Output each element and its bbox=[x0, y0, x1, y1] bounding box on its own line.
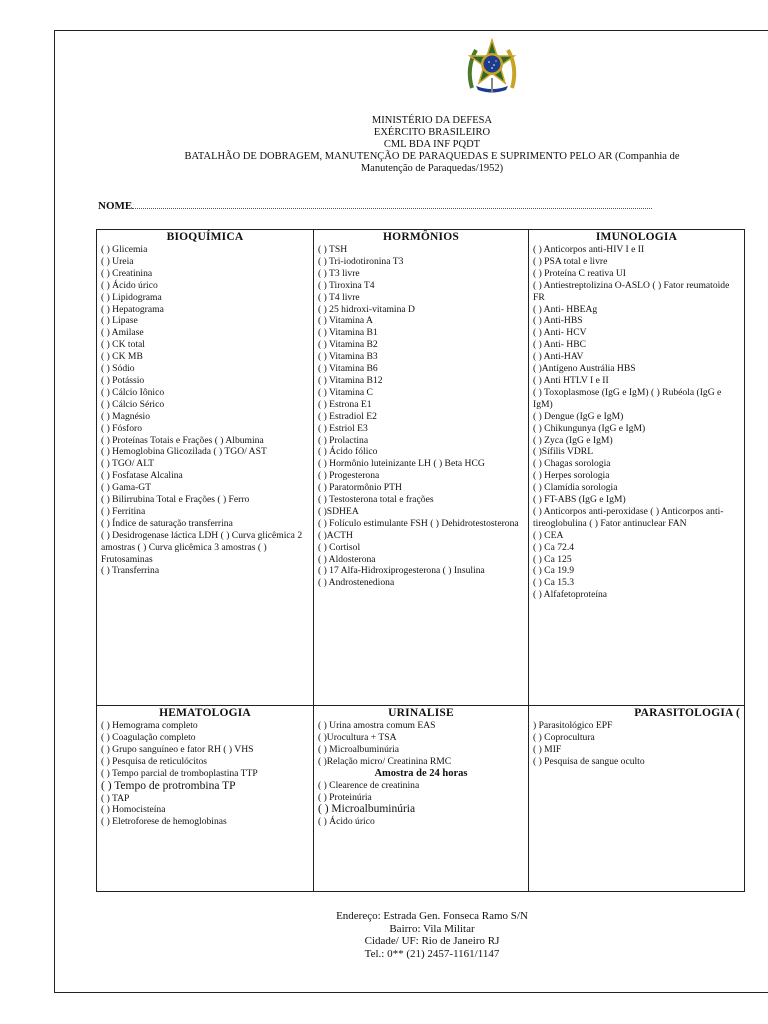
exam-checkbox-item[interactable]: ( ) Cálcio Sérico bbox=[101, 398, 165, 410]
exam-checkbox-item[interactable]: ( ) Clamídia sorologia bbox=[533, 482, 618, 494]
exam-checkbox-item[interactable]: ( ) Transferrina bbox=[101, 565, 160, 577]
exam-checkbox-item[interactable]: ( ) Folículo estimulante FSH ( ) Dehidrotestosterona bbox=[318, 517, 519, 529]
exam-row-top bbox=[97, 230, 745, 706]
column-hormonios bbox=[314, 230, 529, 706]
exam-checkbox-item[interactable]: ( ) Creatinina bbox=[101, 267, 153, 279]
urinalise-24h-list bbox=[318, 780, 524, 829]
footer-address: Endereço: Estrada Gen. Fonseca Ramo S/N bbox=[336, 910, 528, 922]
exam-checkbox-item[interactable]: ( ) Ácido úrico bbox=[318, 816, 375, 828]
exam-checkbox-item[interactable]: ( )Sífilis VDRL bbox=[533, 446, 594, 458]
exam-checkbox-item[interactable]: ( ) Microalbuminúria bbox=[318, 743, 399, 755]
exam-checkbox-item[interactable]: ( ) Estradiol E2 bbox=[318, 410, 377, 422]
exam-checkbox-item[interactable]: ( ) Toxoplasmose (IgG e IgM) ( ) Rubéola (IgG e IgM) bbox=[533, 386, 722, 410]
exam-checkbox-item[interactable]: ( ) Ureia bbox=[101, 255, 134, 267]
column-title-bioquimica: BIOQUÍMICA bbox=[166, 231, 244, 243]
exam-checkbox-item[interactable]: ( ) Anti- HBEAg bbox=[533, 303, 598, 315]
exam-checkbox-item[interactable]: ( )Urocultura + TSA bbox=[318, 731, 397, 743]
exam-checkbox-item[interactable]: ( )Antígeno Austrália HBS bbox=[533, 363, 636, 375]
column-imunologia bbox=[529, 230, 745, 706]
exam-checkbox-item[interactable]: ( ) Zyca (IgG e IgM) bbox=[533, 434, 613, 446]
exam-checkbox-item[interactable]: ( ) CEA bbox=[533, 529, 564, 541]
exam-checkbox-item[interactable]: ( ) Coprocultura bbox=[533, 731, 595, 743]
exam-checkbox-item[interactable]: ( ) Progesterona bbox=[318, 470, 380, 482]
exam-checkbox-item[interactable]: ( ) Proteínas Totais e Frações ( ) Albumina bbox=[101, 434, 264, 446]
exam-checkbox-item[interactable]: ( ) Hormônio luteinizante LH ( ) Beta HCG bbox=[318, 458, 485, 470]
exam-checkbox-item[interactable]: ( ) 17 Alfa-Hidroxiprogesterona ( ) Insulina bbox=[318, 565, 485, 577]
name-label: NOME bbox=[98, 200, 133, 212]
exam-checkbox-item[interactable]: ( ) Clearence de creatinina bbox=[318, 779, 420, 791]
exam-checkbox-item[interactable]: ( ) T4 livre bbox=[318, 291, 360, 303]
exam-checkbox-item[interactable]: ( ) Aldosterona bbox=[318, 553, 376, 565]
exam-checkbox-item[interactable]: ( ) Hemoglobina Glicozilada ( ) TGO/ AST bbox=[101, 446, 267, 458]
exam-checkbox-item[interactable]: ( ) CK MB bbox=[101, 351, 143, 363]
exam-checkbox-item[interactable]: ( ) Lipase bbox=[101, 315, 138, 327]
column-title-imunologia: IMUNOLOGIA bbox=[595, 231, 678, 243]
exam-checkbox-item[interactable]: ( ) Homocisteína bbox=[101, 804, 166, 816]
hormonios-list bbox=[318, 244, 524, 589]
exam-checkbox-item[interactable]: ( ) Vitamina B1 bbox=[318, 327, 378, 339]
exam-checkbox-item[interactable]: ( ) Proteína C reativa UI bbox=[533, 267, 626, 279]
exam-checkbox-item[interactable]: ( ) Herpes sorologia bbox=[533, 470, 610, 482]
exam-checkbox-item[interactable]: ( )Relação micro/ Creatinina RMC bbox=[318, 755, 452, 767]
exam-checkbox-item[interactable]: ( ) Ferritina bbox=[101, 505, 146, 517]
footer-city: Cidade/ UF: Rio de Janeiro RJ bbox=[364, 935, 500, 947]
column-title-urinalise: URINALISE bbox=[388, 707, 454, 719]
exam-checkbox-item[interactable]: ( ) Vitamina B2 bbox=[318, 339, 378, 351]
exam-checkbox-item[interactable]: ( ) Desidrogenase láctica LDH ( ) Curva glicêmica 2 amostras ( ) Curva glicêmica 3 amostras ( ) Frutosaminas bbox=[101, 529, 303, 565]
column-title-hormonios: HORMÔNIOS bbox=[383, 231, 459, 243]
exam-checkbox-item[interactable]: ( ) Cortisol bbox=[318, 541, 361, 553]
exam-checkbox-item[interactable]: ( ) PSA total e livre bbox=[533, 255, 608, 267]
exam-checkbox-item[interactable]: ( ) Prolactina bbox=[318, 434, 369, 446]
exam-checkbox-item[interactable]: ( ) Alfafetoproteína bbox=[533, 589, 608, 601]
exam-checkbox-item[interactable]: ( ) Fósforo bbox=[101, 422, 143, 434]
header-line-army: EXÉRCITO BRASILEIRO bbox=[373, 127, 491, 138]
exam-checkbox-item[interactable]: ( ) Androstenediona bbox=[318, 577, 395, 589]
column-title-parasitologia: PARASITOLOGIA ( bbox=[634, 707, 740, 719]
exam-checkbox-item[interactable]: ( ) Ácido úrico bbox=[101, 279, 158, 291]
exam-checkbox-item[interactable]: ( ) Ca 72.4 bbox=[533, 541, 575, 553]
exam-checkbox-item[interactable]: ( ) Amilase bbox=[101, 327, 144, 339]
header-line-cml: CML BDA INF PQDT bbox=[383, 139, 481, 150]
exam-checkbox-item[interactable]: ( ) Anti-HBS bbox=[533, 315, 583, 327]
exam-checkbox-item[interactable]: ) Parasitológico EPF bbox=[533, 720, 613, 731]
exam-checkbox-item[interactable]: ( ) Vitamina B6 bbox=[318, 363, 378, 375]
parasitologia-list bbox=[533, 720, 740, 768]
exam-checkbox-item[interactable]: ( ) Grupo sanguíneo e fator RH ( ) VHS bbox=[101, 743, 254, 755]
exam-checkbox-item[interactable]: ( ) Coagulação completo bbox=[101, 731, 196, 743]
exam-checkbox-item[interactable]: ( ) Tempo parcial de tromboplastina TTP bbox=[101, 767, 258, 779]
exam-checkbox-item[interactable]: ( ) Testosterona total e frações bbox=[318, 494, 434, 506]
exam-checkbox-item[interactable]: ( ) Glicemia bbox=[101, 244, 148, 255]
exam-checkbox-item[interactable]: ( ) Potássio bbox=[101, 374, 145, 386]
exam-checkbox-item[interactable]: ( ) Tiroxina T4 bbox=[318, 279, 375, 291]
exam-checkbox-item[interactable]: ( ) Vitamina A bbox=[318, 315, 373, 327]
exam-checkbox-item[interactable]: ( ) FT-ABS (IgG e IgM) bbox=[533, 494, 626, 506]
footer-neighborhood: Bairro: Vila Militar bbox=[389, 922, 475, 935]
exam-checkbox-item[interactable]: ( ) Hepatograma bbox=[101, 303, 164, 315]
bioquimica-list bbox=[101, 244, 309, 577]
exam-checkbox-item[interactable]: ( ) Gama-GT bbox=[101, 482, 152, 494]
hematologia-list bbox=[101, 720, 309, 828]
exam-checkbox-item[interactable]: ( ) TGO/ ALT bbox=[101, 458, 155, 470]
exam-checkbox-item[interactable]: ( ) Estriol E3 bbox=[318, 422, 368, 434]
exam-checkbox-item[interactable]: ( ) Urina amostra comum EAS bbox=[318, 720, 436, 731]
brazil-coat-of-arms-emblem bbox=[462, 38, 522, 94]
name-dotted-line[interactable] bbox=[132, 199, 652, 209]
header-line-ministry: MINISTÉRIO DA DEFESA bbox=[371, 115, 493, 126]
exam-checkbox-item[interactable]: ( ) Estrona E1 bbox=[318, 398, 372, 410]
header-line-company: Manutenção de Paraquedas/1952) bbox=[360, 163, 504, 174]
column-bioquimica bbox=[97, 230, 314, 706]
exam-checkbox-item[interactable]: ( ) Ácido fólico bbox=[318, 446, 378, 458]
exam-checkbox-item[interactable]: ( ) Cálcio Iônico bbox=[101, 386, 165, 398]
exam-row-bottom bbox=[97, 706, 745, 892]
column-hematologia bbox=[97, 706, 314, 892]
exam-checkbox-item[interactable]: ( ) Chagas sorologia bbox=[533, 458, 611, 470]
exam-checkbox-item[interactable]: ( ) Anti- HBC bbox=[533, 339, 587, 351]
exam-checkbox-item[interactable]: ( ) Pesquisa de sangue oculto bbox=[533, 755, 645, 767]
exam-checkbox-item[interactable]: ( ) Anti-HAV bbox=[533, 351, 584, 363]
column-parasitologia bbox=[529, 706, 745, 892]
exam-checkbox-item[interactable]: ( )SDHEA bbox=[318, 505, 359, 517]
exam-checkbox-item[interactable]: ( ) CK total bbox=[101, 339, 145, 351]
exam-checkbox-item[interactable]: ( ) Proteinúria bbox=[318, 791, 372, 803]
exam-checkbox-item[interactable]: ( ) MIF bbox=[533, 743, 562, 755]
urinalise-subtitle-24h: Amostra de 24 horas bbox=[374, 767, 468, 779]
exam-checkbox-item[interactable]: ( ) Chikungunya (IgG e IgM) bbox=[533, 422, 646, 434]
exam-checkbox-item[interactable]: ( ) Microalbuminúria bbox=[318, 803, 416, 816]
exam-checkbox-item[interactable]: ( ) Anti HTLV I e II bbox=[533, 374, 609, 386]
exam-checkbox-item[interactable]: ( ) Bilirrubina Total e Frações ( ) Ferro bbox=[101, 494, 250, 506]
exam-checkbox-item[interactable]: ( ) Pesquisa de reticulócitos bbox=[101, 755, 208, 767]
exam-checkbox-item[interactable]: ( ) Anticorpos anti-peroxidase ( ) Anticorpos anti-tireoglobulina ( ) Fator antinuclear FAN bbox=[533, 505, 724, 529]
address-footer bbox=[94, 910, 768, 960]
exam-checkbox-item[interactable]: ( ) Paratormônio PTH bbox=[318, 482, 402, 494]
urinalise-list bbox=[318, 720, 524, 768]
exam-checkbox-item[interactable]: ( ) Fosfatase Alcalina bbox=[101, 470, 183, 482]
exam-checkbox-item[interactable]: ( ) Lipidograma bbox=[101, 291, 162, 303]
exam-checkbox-item[interactable]: ( ) Vitamina B12 bbox=[318, 374, 383, 386]
exam-checkbox-item[interactable]: ( ) Vitamina C bbox=[318, 386, 373, 398]
exam-checkbox-item[interactable]: ( ) Tri-iodotironina T3 bbox=[318, 255, 404, 267]
column-urinalise bbox=[314, 706, 529, 892]
exam-checkbox-item[interactable]: ( ) T3 livre bbox=[318, 267, 360, 279]
imunologia-list bbox=[533, 244, 740, 601]
exam-checkbox-item[interactable]: ( ) Antiestreptolizina O-ASLO ( ) Fator reumatoide FR bbox=[533, 279, 730, 303]
exam-checkbox-item[interactable]: ( ) Dengue (IgG e IgM) bbox=[533, 410, 624, 422]
name-field[interactable] bbox=[98, 199, 652, 212]
exam-checkbox-item[interactable]: ( ) Tempo de protrombina TP bbox=[101, 779, 236, 792]
exam-checkbox-item[interactable]: ( )ACTH bbox=[318, 529, 353, 541]
document-header bbox=[94, 115, 768, 175]
footer-phone: Tel.: 0** (21) 2457-1161/1147 bbox=[364, 947, 500, 960]
exam-checkbox-item[interactable]: ( ) 25 hidroxi-vitamina D bbox=[318, 303, 415, 315]
exam-checkbox-item[interactable]: ( ) Magnésio bbox=[101, 410, 151, 422]
header-line-battalion: BATALHÃO DE DOBRAGEM, MANUTENÇÃO DE PARAQUEDAS E SUPRIMENTO PELO AR (Companhia de bbox=[184, 151, 680, 162]
exam-checkbox-item[interactable]: ( ) Anti- HCV bbox=[533, 327, 587, 339]
exam-checkbox-item[interactable]: ( ) Vitamina B3 bbox=[318, 351, 378, 363]
exam-checkbox-item[interactable]: ( ) Índice de saturação transferrina bbox=[101, 517, 233, 529]
exam-checkbox-item[interactable]: ( ) TSH bbox=[318, 244, 348, 255]
exam-checkbox-item[interactable]: ( ) Ca 125 bbox=[533, 553, 572, 565]
exam-checkbox-item[interactable]: ( ) Ca 19.9 bbox=[533, 565, 575, 577]
exam-checkbox-item[interactable]: ( ) TAP bbox=[101, 792, 130, 804]
column-title-hematologia: HEMATOLOGIA bbox=[159, 707, 251, 719]
exam-request-table bbox=[96, 229, 745, 892]
exam-checkbox-item[interactable]: ( ) Eletroforese de hemoglobinas bbox=[101, 816, 227, 828]
exam-checkbox-item[interactable]: ( ) Anticorpos anti-HIV I e II bbox=[533, 244, 645, 255]
exam-checkbox-item[interactable]: ( ) Sódio bbox=[101, 363, 135, 375]
exam-checkbox-item[interactable]: ( ) Ca 15.3 bbox=[533, 577, 575, 589]
exam-checkbox-item[interactable]: ( ) Hemograma completo bbox=[101, 720, 198, 731]
